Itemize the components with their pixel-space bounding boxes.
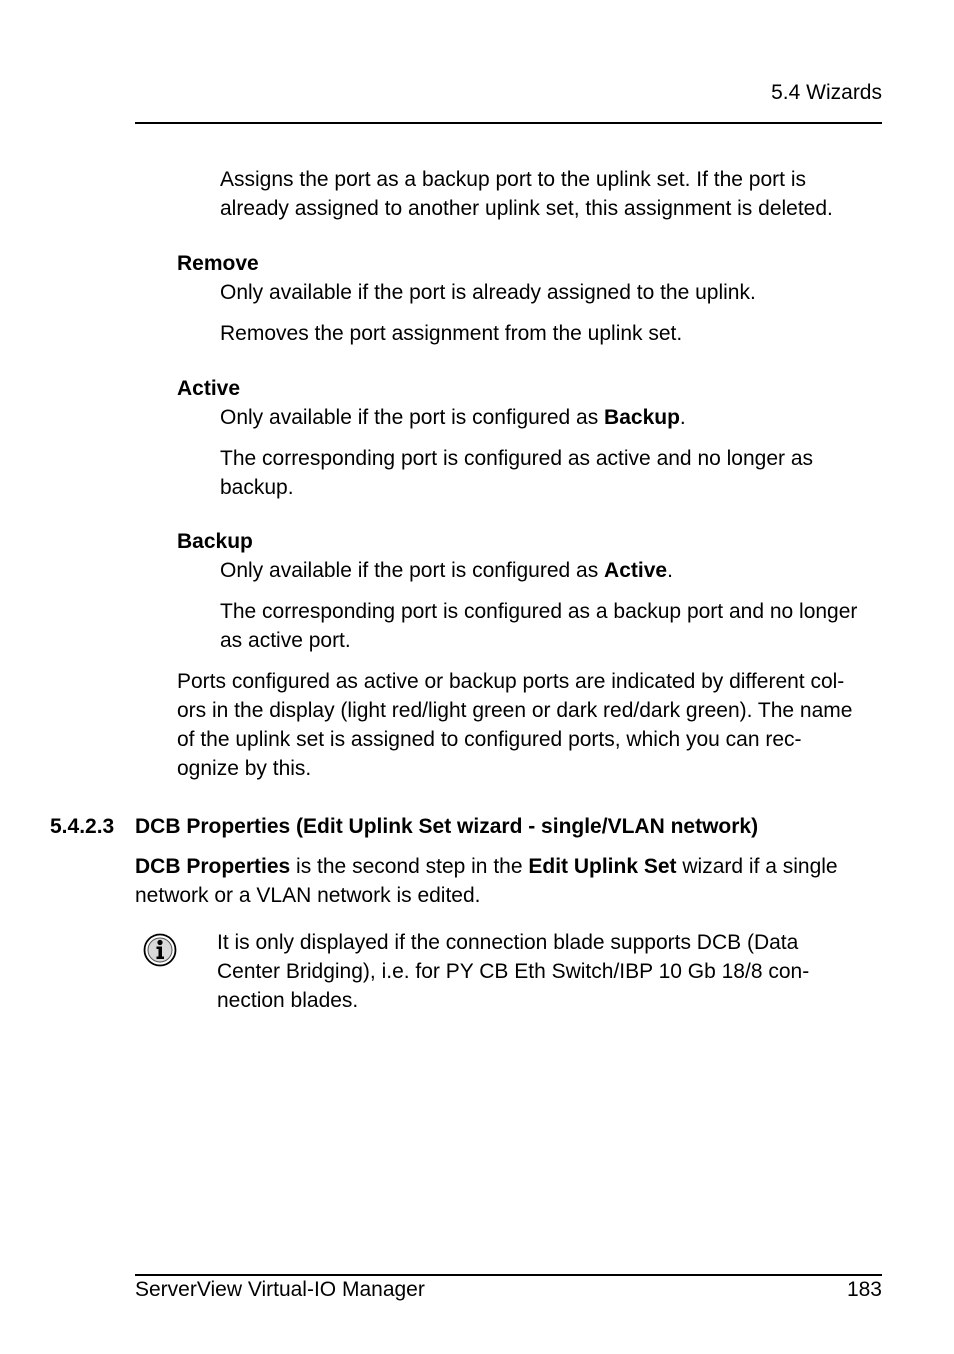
ports-paragraph-line-3: of the uplink set is assigned to configured ports, which you can rec- bbox=[177, 728, 802, 751]
note-line-2: Center Bridging), i.e. for PY CB Eth Switch/IBP 10 Gb 18/8 con- bbox=[217, 960, 810, 983]
page-number: 183 bbox=[846, 1278, 882, 1301]
section-number: 5.4.2.3 bbox=[50, 815, 115, 838]
backup-line-1: Only available if the port is configured as Active. bbox=[220, 559, 673, 582]
section-paragraph-line-2: network or a VLAN network is edited. bbox=[135, 884, 481, 907]
running-header: 5.4 Wizards bbox=[771, 81, 882, 104]
intro-line-1: Assigns the port as a backup port to the uplink set. If the port is bbox=[220, 168, 806, 191]
active-line-2: The corresponding port is configured as active and no longer as bbox=[220, 447, 814, 470]
backup-active-term: Active bbox=[604, 559, 668, 582]
remove-line-2: Removes the port assignment from the uplink set. bbox=[220, 322, 683, 345]
active-line-3: backup. bbox=[220, 476, 294, 499]
section-paragraph-line-1: DCB Properties is the second step in the Edit Uplink Set wizard if a single bbox=[135, 855, 838, 878]
section-title: DCB Properties (Edit Uplink Set wizard - single/VLAN network) bbox=[135, 815, 759, 838]
ports-paragraph-line-2: ors in the display (light red/light green or dark red/dark green). The name bbox=[177, 699, 853, 722]
active-line-1: Only available if the port is configured as Backup. bbox=[220, 406, 686, 429]
active-heading: Active bbox=[177, 377, 241, 400]
info-icon bbox=[142, 932, 178, 968]
intro-line-2: already assigned to another uplink set, this assignment is deleted. bbox=[220, 197, 833, 220]
ports-paragraph-line-1: Ports configured as active or backup ports are indicated by different col- bbox=[177, 670, 845, 693]
note-line-1: It is only displayed if the connection blade supports DCB (Data bbox=[217, 931, 799, 954]
edit-uplink-set-term: Edit Uplink Set bbox=[528, 855, 677, 878]
backup-heading: Backup bbox=[177, 530, 253, 553]
backup-line-3: as active port. bbox=[220, 629, 351, 652]
active-backup-term: Backup bbox=[604, 406, 680, 429]
header-rule bbox=[135, 122, 882, 124]
backup-line-2: The corresponding port is configured as a backup port and no longer bbox=[220, 600, 858, 623]
ports-paragraph-line-4: ognize by this. bbox=[177, 757, 312, 780]
remove-line-1: Only available if the port is already assigned to the uplink. bbox=[220, 281, 756, 304]
footer-product: ServerView Virtual-IO Manager bbox=[135, 1278, 425, 1301]
remove-heading: Remove bbox=[177, 252, 259, 275]
note-line-3: nection blades. bbox=[217, 989, 359, 1012]
dcb-properties-term: DCB Properties bbox=[135, 855, 291, 878]
